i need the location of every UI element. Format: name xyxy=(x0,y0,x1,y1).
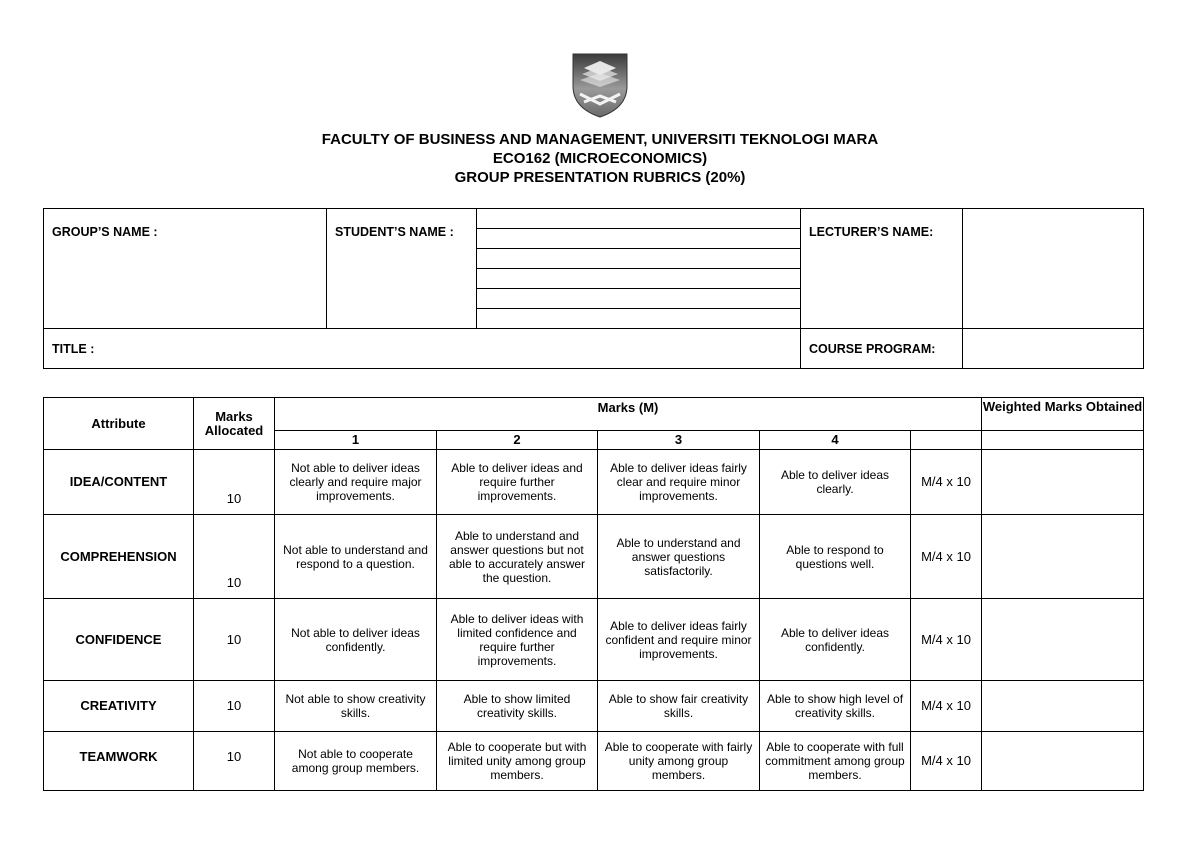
title-label: TITLE : xyxy=(52,341,95,356)
formula-cell: M/4 x 10 xyxy=(911,515,982,599)
marks-allocated-cell: 10 xyxy=(194,450,275,515)
lecturer-name-label-cell xyxy=(801,209,963,329)
level-3-cell: Able to understand and answer questions satisfactorily. xyxy=(598,515,760,599)
attribute-cell: IDEA/CONTENT xyxy=(44,450,194,515)
marks-allocated-cell: 10 xyxy=(194,732,275,791)
attribute-cell: COMPREHENSION xyxy=(44,515,194,599)
attribute-cell: CREATIVITY xyxy=(44,681,194,732)
logo-emblem-icon xyxy=(570,52,630,118)
info-table xyxy=(43,208,1144,369)
weighted-marks-cell[interactable] xyxy=(982,732,1144,791)
level-2-cell: Able to cooperate but with limited unity among group members. xyxy=(437,732,598,791)
student-name-line[interactable] xyxy=(477,289,800,309)
student-name-label-cell xyxy=(327,209,477,329)
level-1-cell: Not able to deliver ideas confidently. xyxy=(275,599,437,681)
rubric-table xyxy=(43,397,1144,791)
lecturer-name-label: LECTURER’S NAME: xyxy=(809,225,934,239)
level-4-cell: Able to cooperate with full commitment among group members. xyxy=(760,732,911,791)
level-1-cell: Not able to understand and respond to a question. xyxy=(275,515,437,599)
marks-allocated-cell: 10 xyxy=(194,599,275,681)
attribute-cell: CONFIDENCE xyxy=(44,599,194,681)
course-program-field[interactable] xyxy=(963,329,1144,369)
formula-cell: M/4 x 10 xyxy=(911,732,982,791)
level-3-header: 3 xyxy=(598,431,760,450)
lecturer-name-field[interactable] xyxy=(963,209,1144,329)
weighted-marks-cell[interactable] xyxy=(982,515,1144,599)
course-program-label-cell xyxy=(801,329,963,369)
level-3-cell: Able to deliver ideas fairly confident and require minor improvements. xyxy=(598,599,760,681)
table-row xyxy=(44,450,1144,515)
level-2-header: 2 xyxy=(437,431,598,450)
weighted-marks-cell[interactable] xyxy=(982,599,1144,681)
level-4-cell: Able to deliver ideas clearly. xyxy=(760,450,911,515)
formula-header xyxy=(911,431,982,450)
attribute-header: Attribute xyxy=(44,398,194,450)
level-3-cell: Able to show fair creativity skills. xyxy=(598,681,760,732)
level-4-header: 4 xyxy=(760,431,911,450)
title-field[interactable] xyxy=(44,329,801,369)
course-program-label: COURSE PROGRAM: xyxy=(809,341,936,356)
level-4-cell: Able to show high level of creativity skills. xyxy=(760,681,911,732)
course-title: ECO162 (MICROECONOMICS) xyxy=(492,150,708,167)
table-row xyxy=(44,599,1144,681)
weighted-subheader xyxy=(982,431,1144,450)
table-row xyxy=(44,681,1144,732)
level-2-cell: Able to deliver ideas with limited confidence and require further improvements. xyxy=(437,599,598,681)
faculty-title: FACULTY OF BUSINESS AND MANAGEMENT, UNIVERSITI TEKNOLOGI MARA xyxy=(321,131,879,148)
marks-allocated-cell: 10 xyxy=(194,515,275,599)
table-row xyxy=(44,515,1144,599)
attribute-cell: TEAMWORK xyxy=(44,732,194,791)
student-names-list xyxy=(477,209,801,329)
level-1-cell: Not able to show creativity skills. xyxy=(275,681,437,732)
level-4-cell: Able to respond to questions well. xyxy=(760,515,911,599)
student-name-line[interactable] xyxy=(477,249,800,269)
marks-m-header: Marks (M) xyxy=(275,398,982,431)
student-name-line[interactable] xyxy=(477,209,800,229)
formula-cell: M/4 x 10 xyxy=(911,450,982,515)
formula-cell: M/4 x 10 xyxy=(911,599,982,681)
student-name-line[interactable] xyxy=(477,269,800,289)
level-1-cell: Not able to deliver ideas clearly and require major improvements. xyxy=(275,450,437,515)
group-name-field[interactable] xyxy=(44,209,327,329)
student-name-line[interactable] xyxy=(477,309,800,328)
level-2-cell: Able to deliver ideas and require further improvements. xyxy=(437,450,598,515)
university-logo xyxy=(570,52,630,118)
level-2-cell: Able to understand and answer questions but not able to accurately answer the question. xyxy=(437,515,598,599)
student-name-label: STUDENT’S NAME : xyxy=(335,225,454,239)
group-name-label: GROUP’S NAME : xyxy=(52,225,158,239)
rubric-title: GROUP PRESENTATION RUBRICS (20%) xyxy=(454,169,746,186)
level-2-cell: Able to show limited creativity skills. xyxy=(437,681,598,732)
level-1-header: 1 xyxy=(275,431,437,450)
table-row xyxy=(44,732,1144,791)
marks-allocated-cell: 10 xyxy=(194,681,275,732)
student-name-line[interactable] xyxy=(477,229,800,249)
marks-allocated-header: Marks Allocated xyxy=(194,398,275,450)
level-3-cell: Able to deliver ideas fairly clear and require minor improvements. xyxy=(598,450,760,515)
formula-cell: M/4 x 10 xyxy=(911,681,982,732)
weighted-marks-cell[interactable] xyxy=(982,450,1144,515)
level-3-cell: Able to cooperate with fairly unity among group members. xyxy=(598,732,760,791)
level-4-cell: Able to deliver ideas confidently. xyxy=(760,599,911,681)
weighted-marks-header: Weighted Marks Obtained xyxy=(982,398,1144,431)
weighted-marks-cell[interactable] xyxy=(982,681,1144,732)
document-header xyxy=(0,130,1200,187)
level-1-cell: Not able to cooperate among group members. xyxy=(275,732,437,791)
